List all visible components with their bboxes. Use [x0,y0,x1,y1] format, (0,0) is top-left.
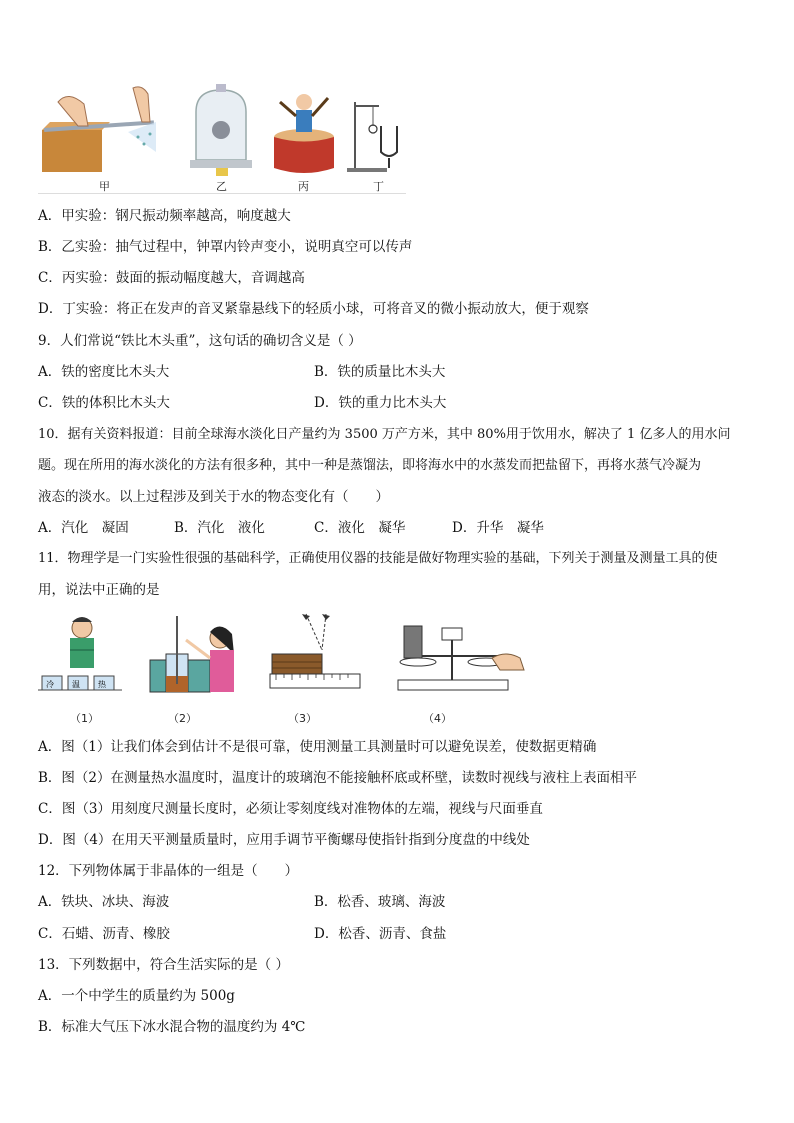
balance-illustration [388,610,528,700]
q10-option-c: C．液化 凝华 [314,520,406,536]
q12-option-c: C．石蜡、沥青、橡胶 [38,926,170,942]
ruler-illustration [268,610,368,700]
basin-label-hot: 热 [98,680,106,689]
q8-option-a: A．甲实验：钢尺振动频率越高，响度越大 [38,208,291,224]
caption-fig-2: （2） [168,712,197,725]
q9-stem: 9．人们常说“铁比木头重”，这句话的确切含义是（ ） [38,333,362,349]
q10-stem-line3: 液态的淡水。以上过程涉及到关于水的物态变化有（ ） [38,489,389,505]
q10-option-d: D．升华 凝华 [452,520,544,536]
q11-option-a: A．图（1）让我们体会到估计不是很可靠，使用测量工具测量时可以避免误差，使数据更精确 [38,739,597,755]
q9-option-c: C．铁的体积比木头大 [38,395,170,411]
q13-option-a: A．一个中学生的质量约为 500g [38,988,235,1004]
ruler-vibration-illustration [38,82,163,177]
hand-temperature-illustration [38,610,128,700]
figure-divider [38,193,406,194]
basin-label-cold: 冷 [46,680,54,689]
caption-yi: 乙 [216,180,227,193]
thermometer-illustration [146,610,246,700]
q13-stem: 13．下列数据中，符合生活实际的是（ ） [38,957,289,973]
q8-option-c: C．丙实验：鼓面的振动幅度越大，音调越高 [38,270,305,286]
basin-label-warm: 温 [72,680,80,689]
tuning-fork-illustration [343,82,403,177]
bell-jar-illustration [186,82,256,177]
caption-jia: 甲 [99,180,110,193]
q9-option-b: B．铁的质量比木头大 [314,364,446,380]
q11-stem-line2: 用，说法中正确的是 [38,582,160,598]
q13-option-b: B．标准大气压下冰水混合物的温度约为 4℃ [38,1019,306,1035]
q12-option-b: B．松香、玻璃、海波 [314,894,446,910]
caption-fig-1: （1） [70,712,99,725]
caption-bing: 丙 [298,180,309,193]
q11-stem-line1: 11．物理学是一门实验性很强的基础科学，正确使用仪器的技能是做好物理实验的基础，下列关于测量及测量工具的使 [38,551,718,566]
drum-illustration [270,82,340,177]
caption-fig-3: （3） [288,712,317,725]
q9-option-d: D．铁的重力比木头大 [314,395,447,411]
q11-option-d: D．图（4）在用天平测量质量时，应用手调节平衡螺母使指针指到分度盘的中线处 [38,832,530,848]
q11-option-c: C．图（3）用刻度尺测量长度时，必须让零刻度线对准物体的左端，视线与尺面垂直 [38,801,543,817]
q10-stem-line2: 题。现在所用的海水淡化的方法有很多种，其中一种是蒸馏法，即将海水中的水蒸发而把盐留下，再将水蒸气冷凝为 [38,458,702,473]
q10-option-b: B．汽化 液化 [174,520,265,536]
q8-option-d: D．丁实验：将正在发声的音叉紧靠悬线下的轻质小球，可将音叉的微小振动放大，便于观察 [38,301,589,317]
caption-ding: 丁 [373,180,384,193]
sound-experiments-figure [38,80,408,195]
q8-option-b: B．乙实验：抽气过程中，钟罩内铃声变小，说明真空可以传声 [38,239,413,255]
q12-option-d: D．松香、沥青、食盐 [314,926,447,942]
q11-option-b: B．图（2）在测量热水温度时，温度计的玻璃泡不能接触杯底或杯壁，读数时视线与液柱上表面相平 [38,770,638,786]
q9-option-a: A．铁的密度比木头大 [38,364,170,380]
measurement-figure [38,610,538,725]
q10-stem-line1: 10．据有关资料报道：目前全球海水淡化日产量约为 3500 万产方米，其中 80%用于饮用水，解决了 1 亿多人的用水问 [38,427,731,442]
q12-stem: 12．下列物体属于非晶体的一组是（ ） [38,863,299,879]
q12-option-a: A．铁块、冰块、海波 [38,894,170,910]
q10-option-a: A．汽化 凝固 [38,520,129,536]
caption-fig-4: （4） [423,712,452,725]
